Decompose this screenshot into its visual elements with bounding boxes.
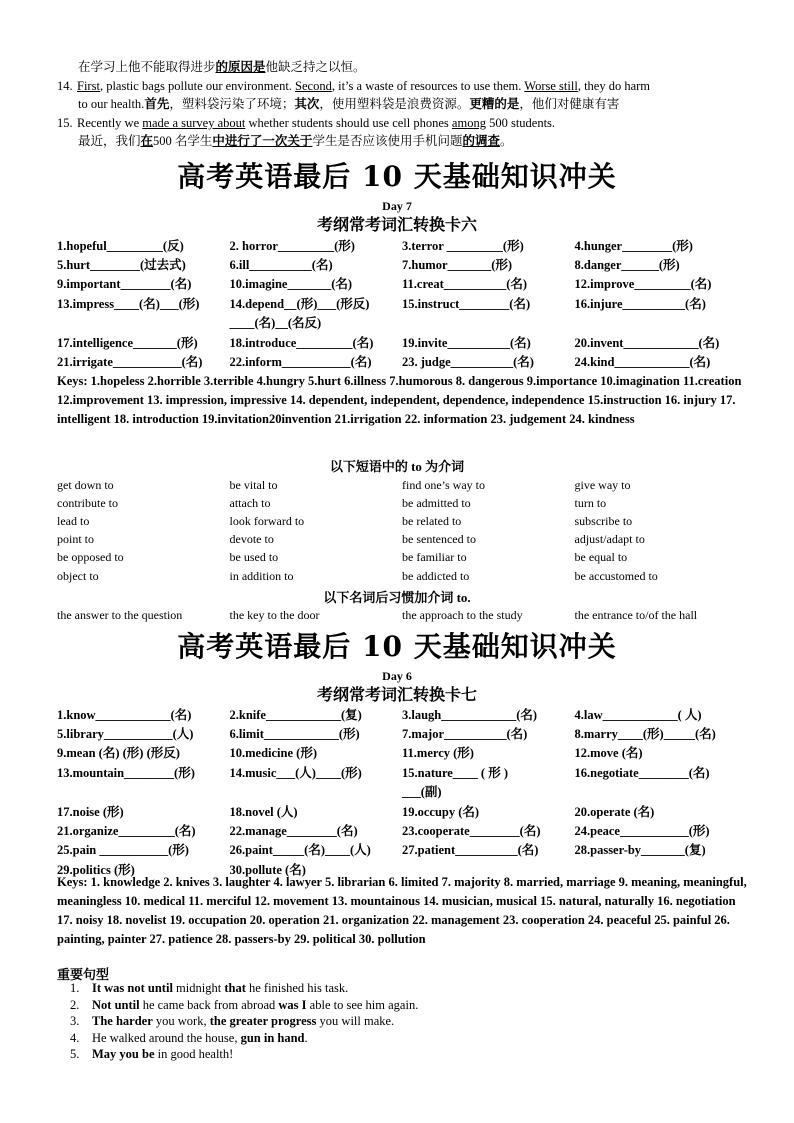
vocab-row bbox=[57, 293, 747, 312]
vocab-row bbox=[57, 235, 747, 254]
day6-label: Day 6 bbox=[382, 669, 412, 683]
vocab-item: 24.peace___________(形) bbox=[574, 824, 710, 839]
phrase-item: object to bbox=[57, 568, 99, 583]
vocab-item: 2.knife____________(复) bbox=[229, 707, 362, 722]
vocab-item: 21.irrigate___________(名) bbox=[57, 355, 203, 370]
sentence-14-english: 14. First, plastic bags pollute our environment. Second, it’s a waste of resources to use them. Worse still, they do harm bbox=[57, 79, 651, 93]
pattern-item: 3. The harder you work, the greater progress you will make. bbox=[70, 1014, 395, 1029]
vocab-item: 22.manage________(名) bbox=[229, 824, 358, 839]
vocab-row bbox=[57, 254, 747, 273]
to-prep-phrase-grid bbox=[57, 476, 747, 585]
phrase-item: be addicted to bbox=[402, 568, 470, 583]
phrase-item: be familiar to bbox=[402, 550, 467, 565]
vocab-item: 18.novel (人) bbox=[229, 804, 298, 819]
vocab-item: 6.ill__________(名) bbox=[229, 258, 333, 273]
vocab-item: 8.danger______(形) bbox=[574, 258, 680, 273]
vocab-item: 29.politics (形) bbox=[57, 862, 135, 877]
sentence-13-chinese: 在学习上他不能取得进步的原因是他缺乏持之以恒。 bbox=[78, 60, 366, 74]
vocab-item: 26.paint_____(名)____(人) bbox=[229, 843, 371, 858]
vocab-item: 18.introduce_________(名) bbox=[229, 335, 374, 350]
vocab-item: 3.laugh____________(名) bbox=[402, 707, 538, 722]
vocab-row bbox=[57, 801, 747, 820]
vocab-row bbox=[57, 782, 747, 801]
pattern-item: 1. It was not until midnight that he finished his task. bbox=[70, 981, 349, 995]
vocab-row bbox=[57, 274, 747, 293]
vocab-item: 1.know____________(名) bbox=[57, 707, 192, 722]
vocab-item: 10.medicine (形) bbox=[229, 746, 317, 761]
vocab-item: 10.imagine_______(名) bbox=[229, 277, 353, 292]
vocab-row bbox=[57, 762, 747, 781]
phrase-row bbox=[57, 494, 747, 512]
vocab-item: 20.invent____________(名) bbox=[574, 335, 720, 350]
vocab-item: 5.hurt________(过去式) bbox=[57, 258, 186, 273]
vocab-item: 7.humor_______(形) bbox=[402, 258, 513, 273]
vocab-row bbox=[57, 743, 747, 762]
day6-title: 高考英语最后 10 天基础知识冲关 bbox=[177, 630, 617, 663]
vocab-item: 9.important________(名) bbox=[57, 277, 192, 292]
phrase-item: get down to bbox=[57, 477, 114, 492]
vocab-item: 27.patient__________(名) bbox=[402, 843, 539, 858]
phrase-item: subscribe to bbox=[574, 513, 633, 528]
vocab-item: 15.instruct________(名) bbox=[402, 296, 531, 311]
vocab-item: 4.law____________( 人) bbox=[574, 707, 702, 722]
phrase-item: lead to bbox=[57, 513, 90, 528]
pattern-item: 4. He walked around the house, gun in hand. bbox=[70, 1030, 308, 1045]
vocab-item: 9.mean (名) (形) (形反) bbox=[57, 746, 180, 761]
sentence-15-chinese: 最近，我们在500 名学生中进行了一次关于学生是否应该使用手机问题的调查。 bbox=[78, 134, 513, 148]
day6-vocab-grid bbox=[57, 704, 747, 879]
vocab-item: 13.mountain________(形) bbox=[57, 765, 195, 780]
phrase-item: be related to bbox=[402, 513, 462, 528]
vocab-item: ___(副) bbox=[402, 785, 442, 800]
vocab-item: 7.major__________(名) bbox=[402, 727, 528, 742]
day7-label: Day 7 bbox=[382, 199, 412, 213]
phrase-item: turn to bbox=[574, 495, 607, 510]
vocab-item: 5.library___________(人) bbox=[57, 727, 194, 742]
phrase-item: be accustomed to bbox=[574, 568, 658, 583]
vocab-item: 17.noise (形) bbox=[57, 804, 124, 819]
vocab-item: 19.occupy (名) bbox=[402, 804, 480, 819]
day7-vocab-grid bbox=[57, 235, 747, 371]
vocab-item: 13.impress____(名)___(形) bbox=[57, 296, 200, 311]
vocab-item: 15.nature____ ( 形 ) bbox=[402, 765, 509, 780]
to-prep-heading: 以下短语中的 to 为介词 bbox=[329, 459, 465, 474]
phrase-item: point to bbox=[57, 532, 95, 547]
day6-keys: Keys: 1. knowledge 2. knives 3. laughter 4. lawyer 5. librarian 6. limited 7. majority 8. married, marriage 9. meaning, meaningful, meaningless 10. medical 11. merciful 12. movement 13. mountainous 14. musician, musical 15. natural, naturally 16. negotiation 17. noisy 18. novelist 19. occupation 20. operation 21. organization 22. management 23. cooperation 24. peaceful 25. painful 26. painting, painter 27. patience 28. passers-by 29. political 30. pollution bbox=[57, 875, 747, 946]
pattern-item: 5. May you be in good health! bbox=[70, 1047, 234, 1062]
vocab-item: 11.mercy (形) bbox=[402, 746, 474, 761]
vocab-item: 3.terror _________(形) bbox=[402, 238, 524, 253]
phrase-row bbox=[57, 531, 747, 549]
day7-keys: Keys: 1.hopeless 2.horrible 3.terrible 4.hungry 5.hurt 6.illness 7.humorous 8. dangerous 9.importance 10.imagination 11.creation 12.improvement 13. impression, impressive 14. dependent, independent, dependence, independence 15.instruction 16. injury 17. intelligent 18. introduction 19.invitation20invention 21.irrigation 22. information 23. judgement 24. kindness bbox=[57, 374, 742, 426]
vocab-row bbox=[57, 351, 747, 370]
vocab-item: 17.intelligence_______(形) bbox=[57, 335, 198, 350]
vocab-item: 20.operate (名) bbox=[574, 804, 655, 819]
sentence-15-english: 15. Recently we made a survey about whether students should use cell phones among 500 students. bbox=[57, 116, 556, 130]
phrase-item: the entrance to/of the hall bbox=[574, 607, 698, 622]
vocab-item: 4.hunger________(形) bbox=[574, 238, 693, 253]
phrase-row bbox=[57, 512, 747, 530]
vocab-item: 30.pollute (名) bbox=[229, 862, 306, 877]
vocab-row bbox=[57, 704, 747, 723]
day7-subtitle: 考纲常考词汇转换卡六 bbox=[316, 217, 477, 234]
noun-to-heading: 以下名词后习惯加介词 to. bbox=[323, 590, 471, 605]
phrase-item: attach to bbox=[229, 495, 271, 510]
vocab-item: 14.music___(人)____(形) bbox=[229, 765, 362, 780]
vocab-row bbox=[57, 723, 747, 742]
phrase-item: be equal to bbox=[574, 550, 628, 565]
phrase-item: adjust/adapt to bbox=[574, 532, 645, 547]
vocab-item: 12.move (名) bbox=[574, 746, 643, 761]
phrase-item: devote to bbox=[229, 532, 274, 547]
phrase-item: the answer to the question bbox=[57, 607, 183, 622]
phrase-row bbox=[57, 606, 747, 624]
phrase-row bbox=[57, 549, 747, 567]
phrase-row bbox=[57, 476, 747, 494]
vocab-item: 1.hopeful_________(反) bbox=[57, 238, 184, 253]
vocab-item: 11.creat__________(名) bbox=[402, 277, 528, 292]
phrase-item: be admitted to bbox=[402, 495, 471, 510]
phrase-item: be vital to bbox=[229, 477, 278, 492]
phrase-item: be sentenced to bbox=[402, 532, 476, 547]
phrase-item: be opposed to bbox=[57, 550, 124, 565]
vocab-item: 24.kind____________(名) bbox=[574, 355, 711, 370]
vocab-item: 23.cooperate________(名) bbox=[402, 824, 541, 839]
vocab-item: 16.injure__________(名) bbox=[574, 296, 706, 311]
pattern-item: 2. Not until he came back from abroad was I able to see him again. bbox=[70, 997, 419, 1012]
vocab-item: 22.inform___________(名) bbox=[229, 355, 372, 370]
phrase-item: the approach to the study bbox=[402, 607, 523, 622]
vocab-item: 19.invite__________(名) bbox=[402, 335, 531, 350]
vocab-item: ____(名)__(名反) bbox=[229, 316, 322, 331]
phrase-item: the key to the door bbox=[229, 607, 320, 622]
vocab-row bbox=[57, 840, 747, 859]
vocab-item: 6.limit____________(形) bbox=[229, 727, 360, 742]
sentence-14-chinese: to our health.首先，塑料袋污染了环境；其次，使用塑料袋是浪费资源。更糟的是，他们对健康有害 bbox=[78, 97, 620, 111]
phrase-item: be used to bbox=[229, 550, 279, 565]
vocab-item: 14.depend__(形)___(形反) bbox=[229, 296, 370, 311]
day7-title: 高考英语最后 10 天基础知识冲关 bbox=[177, 160, 617, 193]
day6-subtitle: 考纲常考词汇转换卡七 bbox=[316, 687, 477, 704]
vocab-item: 12.improve_________(名) bbox=[574, 277, 712, 292]
vocab-item: 16.negotiate________(名) bbox=[574, 765, 710, 780]
phrase-item: contribute to bbox=[57, 495, 118, 510]
vocab-item: 23. judge__________(名) bbox=[402, 355, 534, 370]
vocab-row bbox=[57, 313, 747, 332]
phrase-item: look forward to bbox=[229, 513, 305, 528]
phrase-item: in addition to bbox=[229, 568, 294, 583]
vocab-row bbox=[57, 820, 747, 839]
phrase-item: give way to bbox=[574, 477, 631, 492]
phrase-row bbox=[57, 567, 747, 585]
phrase-item: find one’s way to bbox=[402, 477, 485, 492]
vocab-row bbox=[57, 332, 747, 351]
noun-to-grid bbox=[57, 606, 747, 624]
patterns-list bbox=[70, 980, 418, 1063]
vocab-item: 25.pain ___________(形) bbox=[57, 843, 189, 858]
patterns-heading: 重要句型 bbox=[57, 967, 110, 982]
vocab-item: 8.marry____(形)_____(名) bbox=[574, 727, 716, 742]
vocab-item: 2. horror_________(形) bbox=[229, 238, 355, 253]
vocab-item: 21.organize_________(名) bbox=[57, 824, 196, 839]
vocab-item: 28.passer-by_______(复) bbox=[574, 843, 706, 858]
